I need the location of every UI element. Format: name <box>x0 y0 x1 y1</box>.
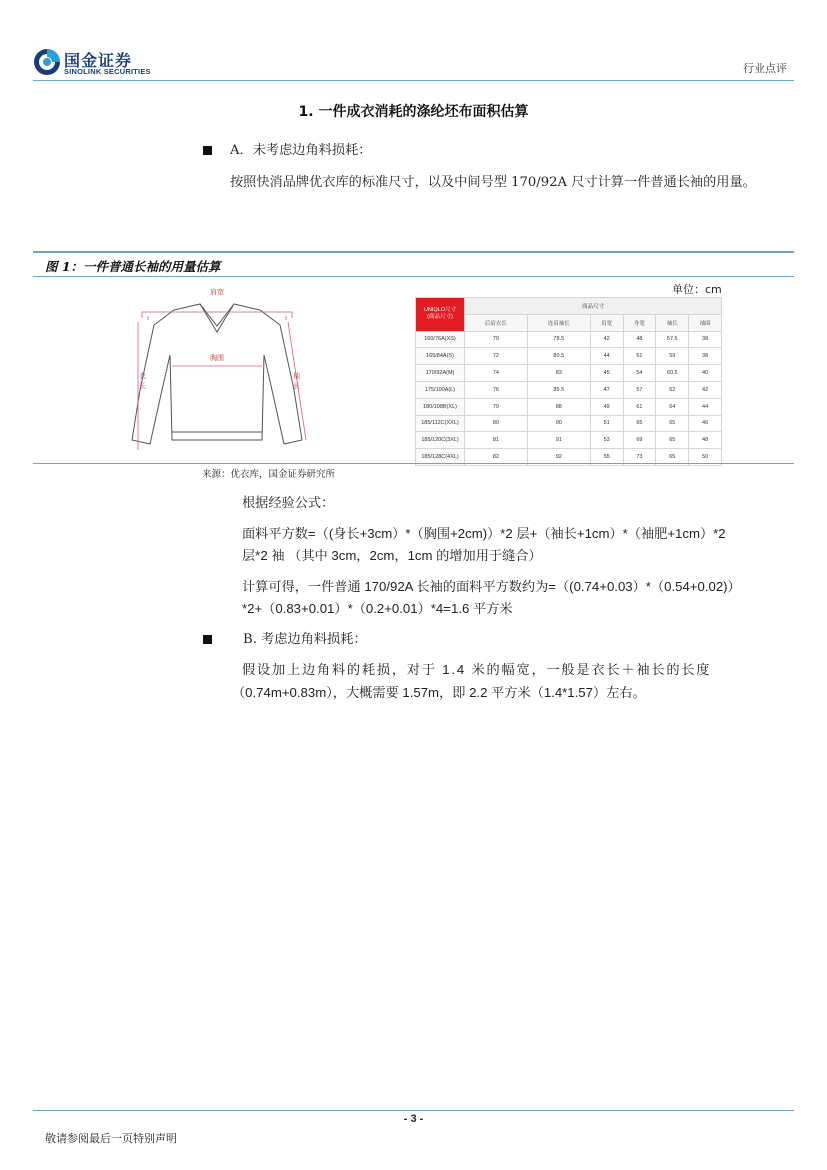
table-row <box>416 415 722 432</box>
sweater-sketch <box>112 280 322 460</box>
footer-rule <box>33 1110 794 1111</box>
table-cell: 91 <box>527 432 590 449</box>
table-cell: 65 <box>623 415 656 432</box>
table-cell: 74 <box>465 365 528 382</box>
size-label: 185/112C(XXL) <box>416 415 465 432</box>
brand-cell <box>416 298 465 332</box>
bullet-b-icon <box>203 635 212 644</box>
table-cell: 48 <box>689 432 722 449</box>
size-label: 175/100A(L) <box>416 381 465 398</box>
figure-top-rule <box>33 251 794 253</box>
table-cell: 44 <box>590 348 623 365</box>
brand-sublabel: (商品尺寸) <box>427 314 453 321</box>
brand-label: UNIQLO尺寸 <box>423 307 457 314</box>
label-sleeve-1: 袖 <box>293 372 300 380</box>
part-a-body: 按照快消品牌优衣库的标准尺寸，以及中间号型 170/92A 尺寸计算一件普通长袖的用量。 <box>230 175 756 190</box>
table-cell: 78.5 <box>527 331 590 348</box>
figure-bottom-rule <box>33 463 794 464</box>
footer-disclaimer: 敬请参阅最后一页特别声明 <box>45 1132 177 1145</box>
table-cell: 48 <box>623 331 656 348</box>
table-cell: 55 <box>590 449 623 466</box>
table-cell: 46 <box>689 415 722 432</box>
calc-line-1: 计算可得，一件普通 170/92A 长袖的面料平方数约为=（(0.74+0.03）*（0.54+0.02)） <box>242 579 741 594</box>
table-cell: 65 <box>656 415 689 432</box>
table-cell: 73 <box>623 449 656 466</box>
table-cell: 65 <box>656 432 689 449</box>
label-sleeve-2: 长 <box>293 382 300 390</box>
table-cell: 44 <box>689 398 722 415</box>
size-label: 165/84A(S) <box>416 348 465 365</box>
table-cell: 70 <box>465 331 528 348</box>
table-cell: 42 <box>689 381 722 398</box>
label-body-length <box>139 371 148 390</box>
table-row <box>416 331 722 348</box>
part-b-heading: B. 考虑边角料损耗： <box>243 632 367 647</box>
bullet-a-icon <box>203 146 212 155</box>
table-cell: 42 <box>590 331 623 348</box>
table-cell: 92 <box>527 449 590 466</box>
page-number: - 3 - <box>403 1113 424 1125</box>
size-label: 185/128C(4XL) <box>416 449 465 466</box>
sweater-outline <box>132 304 302 444</box>
size-label: 170/92A(M) <box>416 365 465 382</box>
logo-text-en: SINOLINK SECURITIES <box>64 67 151 76</box>
table-cell: 76 <box>465 381 528 398</box>
table-cell: 51 <box>590 415 623 432</box>
part-b-line-1: 假设加上边角料的耗损，对于 1.4 米的幅宽，一般是衣长＋袖长的长度 <box>242 662 712 677</box>
figure-title-rule <box>33 276 794 277</box>
table-cell: 57 <box>623 381 656 398</box>
table-cell: 90 <box>527 415 590 432</box>
calc-line-2: *2+（0.83+0.01）*（0.2+0.01）*4=1.6 平方米 <box>242 601 513 616</box>
column-header: 身宽 <box>623 314 656 331</box>
table-cell: 82 <box>465 449 528 466</box>
size-label: 160/76A(XS) <box>416 331 465 348</box>
table-cell: 60.5 <box>656 365 689 382</box>
part-b-line-2: （0.74m+0.83m），大概需要 1.57m，即 2.2 平方米（1.4*1.57）左右。 <box>232 685 646 700</box>
label-body-length-1: 衣 <box>139 372 146 380</box>
table-row <box>416 381 722 398</box>
column-header: 袖长 <box>656 314 689 331</box>
table-cell: 65 <box>656 449 689 466</box>
table-cell: 69 <box>623 432 656 449</box>
table-cell: 38 <box>689 348 722 365</box>
group-header: 商品尺寸 <box>465 298 722 315</box>
table-row <box>416 348 722 365</box>
logo-text-cn: 国金证券 <box>64 51 133 70</box>
label-sleeve <box>293 371 302 390</box>
column-header: 后肩衣长 <box>465 314 528 331</box>
table-cell: 40 <box>689 365 722 382</box>
table-cell: 83 <box>527 365 590 382</box>
figure-source: 来源：优衣库，国金证券研究所 <box>202 469 336 480</box>
table-cell: 62 <box>656 381 689 398</box>
column-header: 肩宽 <box>590 314 623 331</box>
table-cell: 80 <box>465 415 528 432</box>
table-cell: 53 <box>590 432 623 449</box>
table-header-row <box>416 298 722 315</box>
table-row <box>416 398 722 415</box>
label-body-length-2: 长 <box>139 382 146 390</box>
column-header: 袖围 <box>689 314 722 331</box>
header-rule <box>33 80 794 81</box>
logo-icon <box>33 48 61 76</box>
table-cell: 80.5 <box>527 348 590 365</box>
table-cell: 85.5 <box>527 381 590 398</box>
table-cell: 47 <box>590 381 623 398</box>
formula-line-2: 层*2 袖 （其中 3cm，2cm，1cm 的增加用于缝合） <box>242 548 542 563</box>
label-shoulder: 肩宽 <box>210 288 224 296</box>
size-label: 180/108B(XL) <box>416 398 465 415</box>
table-cell: 81 <box>465 432 528 449</box>
table-body <box>416 331 722 465</box>
size-label: 185/120C(3XL) <box>416 432 465 449</box>
table-unit: 单位：cm <box>672 283 722 296</box>
part-a-heading: A．未考虑边角料损耗： <box>230 143 372 158</box>
table-cell: 64 <box>656 398 689 415</box>
section-title: 1. 一件成衣消耗的涤纶坯布面积估算 <box>298 104 529 120</box>
table-cell: 49 <box>590 398 623 415</box>
size-table <box>415 297 722 466</box>
report-category: 行业点评 <box>743 62 787 75</box>
formula-intro: 根据经验公式： <box>242 496 335 511</box>
table-row <box>416 365 722 382</box>
table-cell: 57.5 <box>656 331 689 348</box>
column-header: 连肩袖长 <box>527 314 590 331</box>
table-cell: 38 <box>689 331 722 348</box>
table-cell: 45 <box>590 365 623 382</box>
table-cell: 88 <box>527 398 590 415</box>
table-cell: 51 <box>623 348 656 365</box>
table-cell: 61 <box>623 398 656 415</box>
label-chest: 胸围 <box>210 354 224 362</box>
formula-line-1: 面料平方数=（(身长+3cm）*（胸围+2cm)）*2 层+（袖长+1cm）*（袖肥+1cm）*2 <box>242 526 726 541</box>
table-cell: 59 <box>656 348 689 365</box>
table-cell: 50 <box>689 449 722 466</box>
figure-title: 图 1：一件普通长袖的用量估算 <box>45 259 221 274</box>
table-cell: 54 <box>623 365 656 382</box>
table-cell: 79 <box>465 398 528 415</box>
table-cell: 72 <box>465 348 528 365</box>
table-row <box>416 432 722 449</box>
